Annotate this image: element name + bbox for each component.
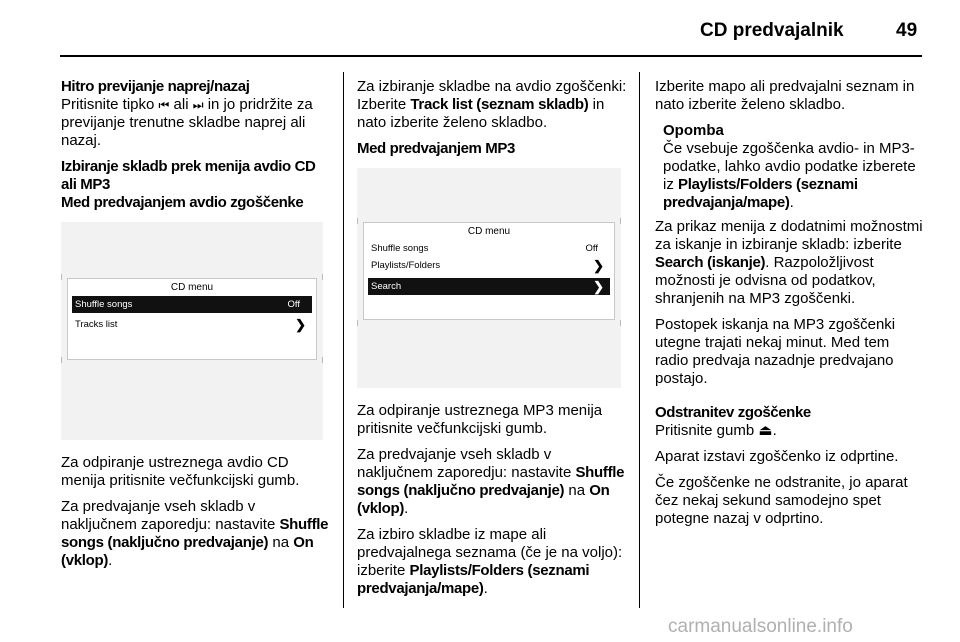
column-3 <box>655 78 925 536</box>
heading-eject: Odstranitev zgoščenke <box>655 404 811 421</box>
paragraph-shuffle: Za predvajanje vseh skladb v naključnem zaporedju: nastavite Shuffle songs (naključno predvajanje) na On (vklop). <box>61 498 329 569</box>
mp3-menu-screenshot <box>357 168 621 388</box>
heading-fast-wind: Hitro previjanje naprej/nazaj <box>61 78 250 95</box>
paragraph-open-menu: Za odpiranje ustreznega avdio CD menija pritisnite večfunkcijski gumb. <box>61 454 300 489</box>
mp3-menu-screen <box>363 222 615 320</box>
paragraph-ejected: Aparat izstavi zgoščenko iz odprtine. <box>655 448 899 465</box>
paragraph-folders: Za izbiro skladbe iz mape ali predvajalnega seznama (če je na voljo): izberite Playlists/Folders (seznami predvajanja/mape). <box>357 526 623 597</box>
paragraph-shuffle: Za predvajanje vseh skladb v naključnem zaporedju: nastavite Shuffle songs (naključno predvajanje) na On (vklop). <box>357 446 625 517</box>
screen-title: CD menu <box>170 282 214 293</box>
paragraph-track-list: Za izbiranje skladbe na avdio zgoščenki: Izberite Track list (seznam skladb) in nato izberite želeno skladbo. <box>357 78 627 131</box>
paragraph-search: Za prikaz menija z dodatnimi možnostmi za iskanje in izbiranje skladb: izberite Search (iskanje). Razpoložljivost možnosti je odvisna od podatkov, shranjenih na MP3 zgoščenki. <box>655 218 923 307</box>
column-2 <box>357 78 627 606</box>
seek-back-icon: ⏮ <box>158 98 170 112</box>
paragraph-not-removed: Če zgoščenke ne odstranite, jo aparat čez nekaj sekund samodejno spet potegne nazaj v odprtino. <box>655 474 908 527</box>
note-box <box>655 122 925 212</box>
note-heading: Opomba <box>663 122 724 139</box>
paragraph-open-mp3-menu: Za odpiranje ustreznega MP3 menija pritisnite večfunkcijski gumb. <box>357 402 603 437</box>
menu-item-shuffle[interactable]: Shuffle songs Off <box>72 296 312 313</box>
heading-menu: Izbiranje skladb prek menija avdio CD ali MP3 <box>61 158 316 193</box>
screen-title: CD menu <box>467 226 511 237</box>
menu-item-search[interactable]: Search ❯ <box>368 278 610 295</box>
heading-audio-cd: Med predvajanjem avdio zgoščenke <box>61 194 304 211</box>
note-text: Če vsebuje zgoščenka avdio- in MP3-podatke, lahko avdio podatke izberete iz Playlists/Folders (seznami predvajanja/mape). <box>663 140 916 211</box>
chevron-right-icon: ❯ <box>593 258 604 273</box>
page-number: 49 <box>896 20 918 41</box>
cd-menu-screenshot <box>61 222 323 440</box>
header-rule <box>60 55 922 57</box>
cd-menu-screen <box>67 278 317 360</box>
paragraph-fast-wind: Pritisnite tipko ⏮ ali ⏭ in jo pridržite za previjanje trenutne skladbe naprej ali nazaj. <box>61 96 313 149</box>
header-title: CD predvajalnik <box>700 20 844 41</box>
paragraph-search-duration: Postopek iskanja na MP3 zgoščenki utegne trajati nekaj minut. Med tem radio predvaja nazadnje predvajano postajo. <box>655 316 896 387</box>
column-divider-2 <box>639 72 640 608</box>
chevron-right-icon: ❯ <box>295 317 306 332</box>
heading-mp3: Med predvajanjem MP3 <box>357 140 515 157</box>
chevron-right-icon: ❯ <box>593 279 604 294</box>
menu-item-shuffle[interactable]: Shuffle songs Off <box>371 243 598 254</box>
column-1 <box>61 78 331 578</box>
paragraph-eject: Pritisnite gumb ⏏. <box>655 422 777 439</box>
seek-forward-icon: ⏭ <box>192 98 204 112</box>
menu-item-tracks-list[interactable]: Tracks list ❯ <box>75 317 306 332</box>
paragraph-select-folder: Izberite mapo ali predvajalni seznam in nato izberite želeno skladbo. <box>655 78 915 113</box>
menu-item-playlists[interactable]: Playlists/Folders ❯ <box>371 258 604 273</box>
eject-icon: ⏏ <box>758 422 773 439</box>
watermark: carmanualsonline.info <box>668 616 853 637</box>
column-divider-1 <box>343 72 344 608</box>
